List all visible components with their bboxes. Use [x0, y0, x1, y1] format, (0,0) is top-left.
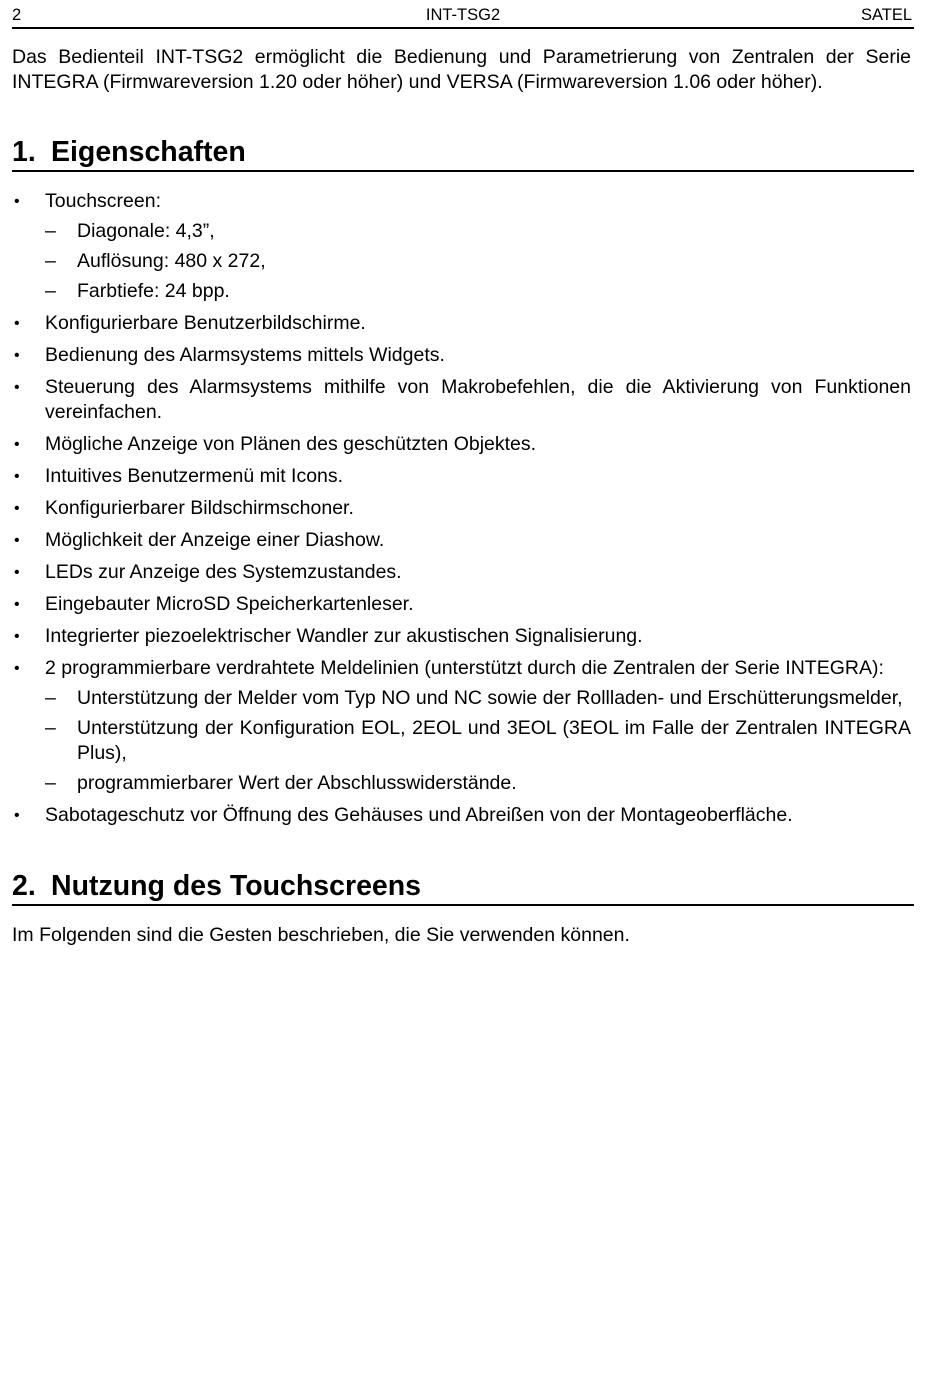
list-item — [12, 189, 911, 304]
list-item — [12, 343, 911, 368]
dash-icon: – — [45, 687, 56, 709]
section-title: Eigenschaften — [51, 136, 246, 168]
list-item-text: Möglichkeit der Anzeige einer Diashow. — [45, 529, 385, 551]
section-heading-touchscreen — [12, 869, 914, 906]
list-item — [12, 624, 911, 649]
section-title: Nutzung des Touchscreens — [51, 870, 422, 902]
list-item-text: Konfigurierbare Benutzerbildschirme. — [45, 312, 366, 334]
list-item-text: Sabotageschutz vor Öffnung des Gehäuses und Abreißen von der Montageoberfläche. — [45, 804, 793, 826]
section-heading-eigenschaften — [12, 135, 914, 172]
sub-list-item-text: Diagonale: 4,3”, — [77, 220, 215, 242]
sub-list-item — [45, 686, 911, 711]
list-item — [12, 311, 911, 336]
list-item-text: Eingebauter MicroSD Speicherkartenleser. — [45, 593, 414, 615]
page-number: 2 — [12, 6, 22, 24]
list-item-text: 2 programmierbare verdrahtete Meldelinien (unterstützt durch die Zentralen der Serie INTEGRA): — [45, 657, 884, 679]
list-item-text: LEDs zur Anzeige des Systemzustandes. — [45, 561, 402, 583]
list-item-text: Steuerung des Alarmsystems mithilfe von Makrobefehlen, die die Aktivierung von Funktionen vereinfachen. — [45, 376, 911, 423]
list-item-text: Bedienung des Alarmsystems mittels Widgets. — [45, 344, 445, 366]
gestures-intro-paragraph: Im Folgenden sind die Gesten beschrieben, die Sie verwenden können. — [12, 924, 630, 946]
bullet-icon: • — [14, 315, 20, 332]
list-item — [12, 656, 911, 796]
bullet-icon: • — [14, 660, 20, 677]
zones-sublist — [45, 686, 911, 796]
list-item — [12, 496, 911, 521]
bullet-icon: • — [14, 564, 20, 581]
section-number: 2. — [12, 870, 36, 902]
list-item — [12, 432, 911, 457]
sub-list-item-text: Unterstützung der Melder vom Typ NO und NC sowie der Rollladen- und Erschütterungsmelder, — [77, 687, 903, 709]
document-page — [12, 0, 914, 968]
list-item — [12, 560, 911, 585]
bullet-icon: • — [14, 807, 20, 824]
dash-icon: – — [45, 220, 56, 242]
list-item-text: Mögliche Anzeige von Plänen des geschützten Objektes. — [45, 433, 537, 455]
features-list — [12, 189, 911, 828]
bullet-icon: • — [14, 193, 20, 210]
list-item-text: Integrierter piezoelektrischer Wandler zur akustischen Signalisierung. — [45, 625, 643, 647]
list-item-text: Intuitives Benutzermenü mit Icons. — [45, 465, 344, 487]
sub-list-item-text: programmierbarer Wert der Abschlusswiderstände. — [77, 772, 517, 794]
sub-list-item — [45, 716, 911, 766]
list-item — [12, 528, 911, 553]
dash-icon: – — [45, 772, 56, 794]
bullet-icon: • — [14, 468, 20, 485]
running-header — [12, 0, 914, 29]
document-code: INT-TSG2 — [425, 6, 501, 24]
list-item — [12, 803, 911, 828]
bullet-icon: • — [14, 500, 20, 517]
list-item — [12, 375, 911, 425]
touchscreen-sublist — [45, 219, 911, 304]
list-item-text: Konfigurierbarer Bildschirmschoner. — [45, 497, 354, 519]
dash-icon: – — [45, 250, 56, 272]
bullet-icon: • — [14, 596, 20, 613]
bullet-icon: • — [14, 532, 20, 549]
dash-icon: – — [45, 717, 56, 739]
bullet-icon: • — [14, 628, 20, 645]
bullet-icon: • — [14, 347, 20, 364]
sub-list-item — [45, 219, 911, 244]
section-number: 1. — [12, 136, 36, 168]
bullet-icon: • — [14, 436, 20, 453]
list-item-text: Touchscreen: — [45, 190, 161, 212]
dash-icon: – — [45, 280, 56, 302]
brand-name: SATEL — [860, 6, 912, 24]
sub-list-item — [45, 249, 911, 274]
sub-list-item — [45, 279, 911, 304]
sub-list-item-text: Unterstützung der Konfiguration EOL, 2EOL und 3EOL (3EOL im Falle der Zentralen INTEGRA Plus), — [77, 717, 911, 764]
list-item — [12, 464, 911, 489]
sub-list-item-text: Auflösung: 480 x 272, — [77, 250, 266, 272]
sub-list-item-text: Farbtiefe: 24 bpp. — [77, 280, 230, 302]
sub-list-item — [45, 771, 911, 796]
intro-paragraph: Das Bedienteil INT-TSG2 ermöglicht die Bedienung und Parametrierung von Zentralen der Serie INTEGRA (Firmwareversion 1.20 oder höher) und VERSA (Firmwareversion 1.06 oder höher). — [12, 46, 911, 93]
list-item — [12, 592, 911, 617]
bullet-icon: • — [14, 379, 20, 396]
